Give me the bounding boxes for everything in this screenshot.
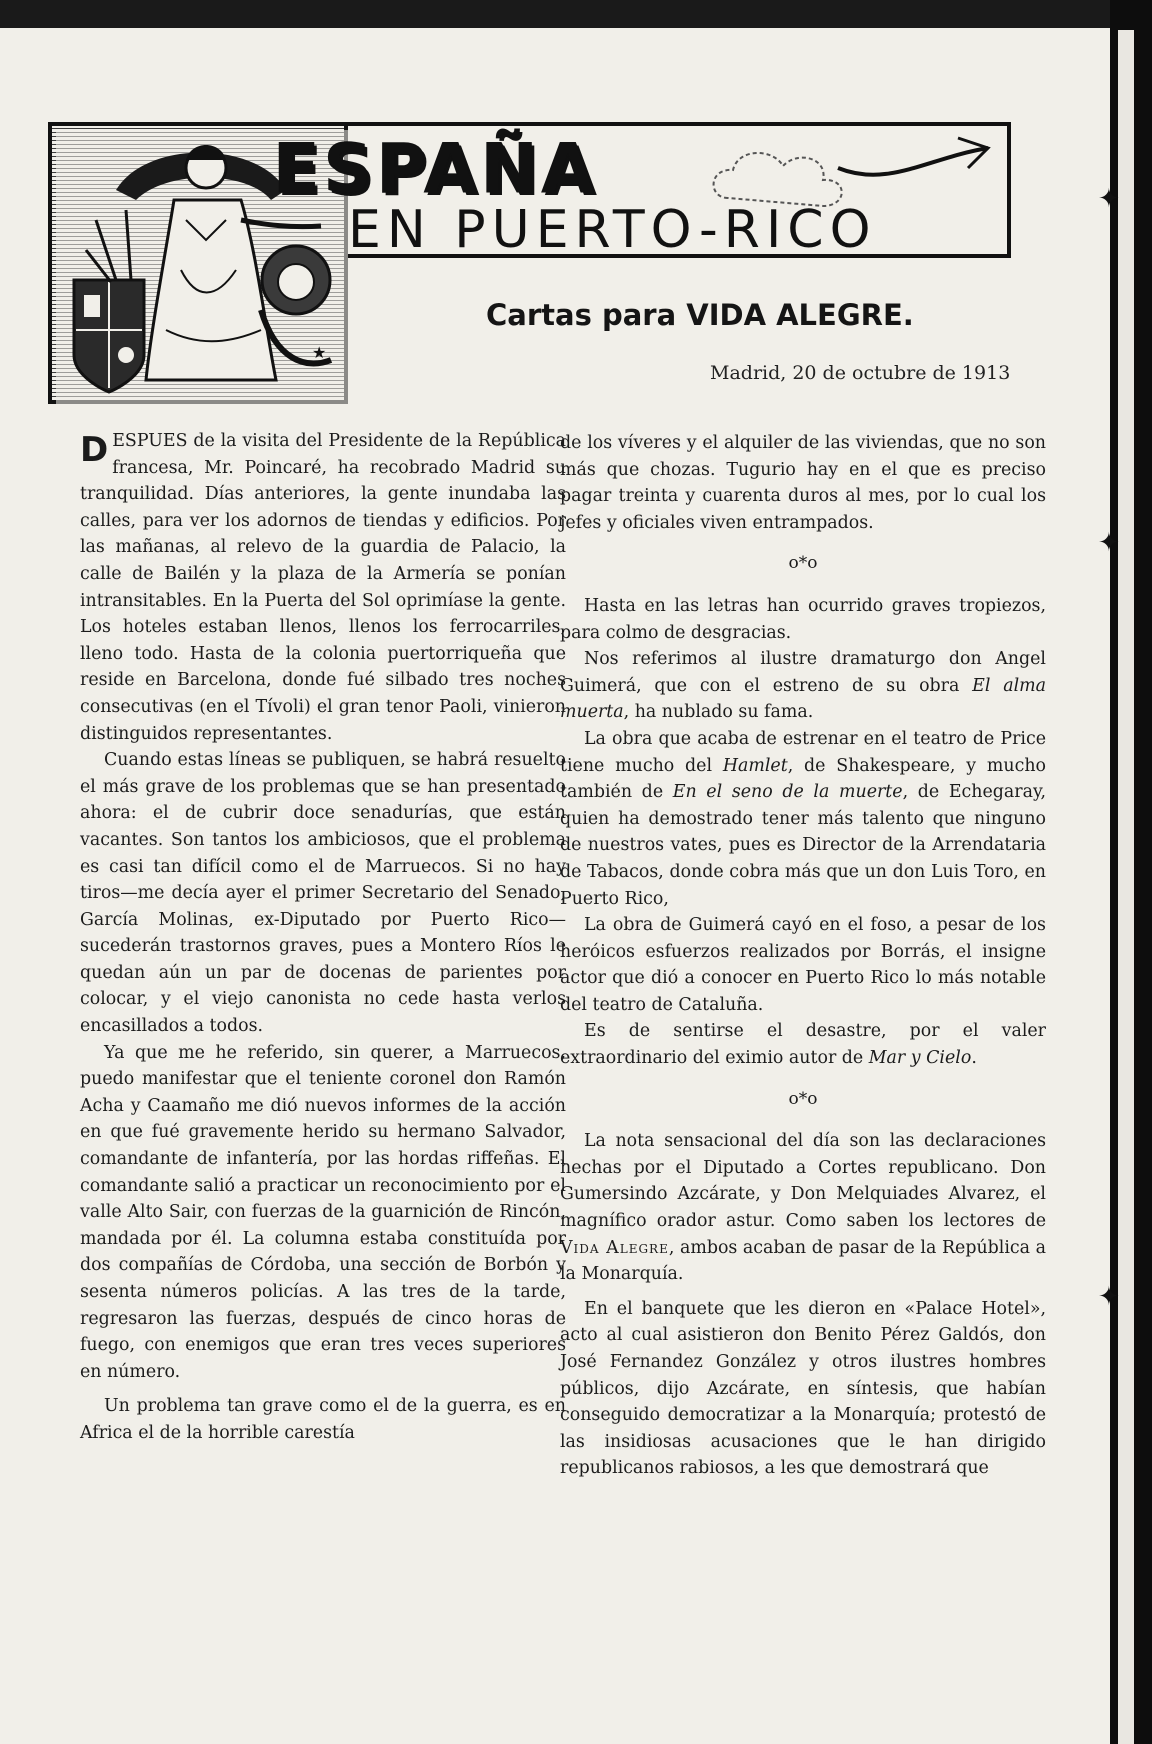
star-mark-icon: ✦ xyxy=(1098,528,1120,558)
paragraph: de los víveres y el alquiler de las viviendas, que no son más que chozas. Tugurio hay en el que es preciso pagar treinta y cuarenta duros al mes, por lo cual los jefes y oficiales viven entrampados. xyxy=(560,433,1046,533)
paragraph xyxy=(80,428,566,747)
paragraph-text: ESPUES de la visita del Presidente de la República francesa, Mr. Poincaré, ha recobrado Madrid su tranquilidad. Días anteriores, la gente inundaba las calles, para ver los adornos de tiendas y edificios. Por las mañanas, al relevo de la guardia de Palacio, la calle de Bailén y la plaza de la Armería se ponían intransitables. En la Puerta del Sol oprimíase la gente. Los hoteles estaban llenos, llenos los ferrocarriles, lleno todo. Hasta de la colonia puertorriqueña que reside en Barcelona, donde fué silbado tres noches consecutivas (en el Tívoli) el gran tenor Paoli, vinieron distinguidos representantes. xyxy=(80,431,566,744)
work-title: En el seno de la muerte xyxy=(672,782,903,803)
paragraph xyxy=(560,646,1046,726)
star-mark-icon: ✦ xyxy=(1098,184,1120,214)
star-mark-icon: ✦ xyxy=(1098,1282,1120,1312)
paragraph: Ya que me he referido, sin querer, a Marruecos, puedo manifestar que el teniente coronel don Ramón Acha y Caamaño me dió nuevos informes de la acción en que fué gravemente herido su hermano Salvador, comandante de infantería, por las hordas riffeñas. El comandante salió a practicar un reconocimiento por el valle Alto Sair, con fuerzas de la guarnición de Rincón, mandada por él. La columna estaba constituída por dos compañías de Córdoba, una sección de Borbón y sesenta números policías. A las tres de la tarde, regresaron las fuerzas, después de cinco horas de fuego, con enemigos que eran tres veces superiores en número. xyxy=(80,1042,566,1382)
svg-text:★: ★ xyxy=(312,343,327,362)
drop-cap: D xyxy=(80,430,109,470)
magazine-name: Vida Alegre xyxy=(560,1237,669,1258)
paragraph-text: Nos referimos al ilustre dramaturgo don Angel Guimerá, que con el estreno de su obra xyxy=(560,649,1046,696)
section-heading xyxy=(486,298,914,332)
paragraph: Un problema tan grave como el de la guerra, es en Africa el de la horrible carestía xyxy=(80,1396,566,1443)
adjacent-page-strip xyxy=(1118,30,1134,1744)
paragraph xyxy=(560,1128,1046,1288)
cloud-icon xyxy=(688,128,1008,224)
section-heading-name: VIDA ALEGRE. xyxy=(686,298,914,332)
paragraph: La obra de Guimerá cayó en el foso, a pesar de los heróicos esfuerzos realizados por Borrás, el insigne actor que dió a conocer en Puerto Rico lo más notable del teatro de Cataluña. xyxy=(560,915,1046,1015)
paragraph-text: La obra que acaba de estrenar en el teatro de Price tiene mucho del xyxy=(560,728,1046,776)
work-title: Mar y Cielo xyxy=(868,1048,972,1069)
paragraph-text: , de Shakespeare, y mucho también de xyxy=(560,755,1046,803)
coat-of-arms-icon xyxy=(74,280,144,392)
paragraph: En el banquete que les dieron en «Palace Hotel», acto al cual asistieron don Benito Pérez Galdós, don José Fernandez González y otros ilustres hombres públicos, dijo Azcárate, en síntesis, que habían conseguido democratizar a la Monarquía; protestó de las insidiosas acusaciones que le han dirigido republicanos rabiosos, a les que demostrará que xyxy=(560,1298,1046,1479)
paragraph-text: Es de sentirse el desastre, por el valer extraordinario del eximio autor de xyxy=(560,1021,1046,1069)
paragraph-text: . xyxy=(971,1048,977,1069)
work-title: El alma muerta xyxy=(560,675,1046,723)
paragraph-text: , ha nublado su fama. xyxy=(623,702,814,723)
paragraph: Cuando estas líneas se publiquen, se habrá resuelto el más grave de los problemas que se han presentado ahora: el de cubrir doce senadurías, que están vacantes. Son tantos los ambiciosos, que el problema es casi tan difícil como el de Marruecos. Si no hay tiros—me decía ayer el primer Secretario del Senado, García Molinas, ex-Diputado por Puerto Rico—sucederán trastornos graves, pues a Montero Ríos le quedan aún un par de docenas de parientes por colocar, y el viejo canonista no cede hasta verlos encasillados a todos. xyxy=(80,750,566,1037)
masthead-title: ESPAÑA xyxy=(273,130,599,209)
section-separator: o*o xyxy=(788,1088,818,1109)
masthead-subtitle: EN PUERTO-RICO xyxy=(348,200,877,260)
paragraph xyxy=(560,726,1046,912)
left-column xyxy=(80,428,566,1447)
paragraph: Hasta en las letras han ocurrido graves tropiezos, para colmo de desgracias. xyxy=(560,595,1046,643)
section-separator: o*o xyxy=(788,553,818,574)
paragraph-text: , ambos acaban de pasar de la República a la Monarquía. xyxy=(560,1237,1046,1285)
section-heading-prefix: Cartas para xyxy=(486,298,677,332)
dateline: Madrid, 20 de octubre de 1913 xyxy=(710,362,1011,384)
work-title: Hamlet xyxy=(722,755,788,776)
paragraph-text: , de Echegaray, quien ha demostrado tener más talento que ninguno de nuestros vates, pues es Director de la Arrendataria de Tabacos, donde cobra más que un don Luis Toro, en Puerto Rico, xyxy=(560,782,1046,909)
paragraph xyxy=(560,1018,1046,1071)
paragraph-text: La nota sensacional del día son las declaraciones hechas por el Diputado a Cortes republicano. Don Gumersindo Azcárate, y Don Melquiades Alvarez, el magnífico orador astur. Como saben los lectores de xyxy=(560,1131,1046,1232)
right-column xyxy=(560,430,1046,1482)
